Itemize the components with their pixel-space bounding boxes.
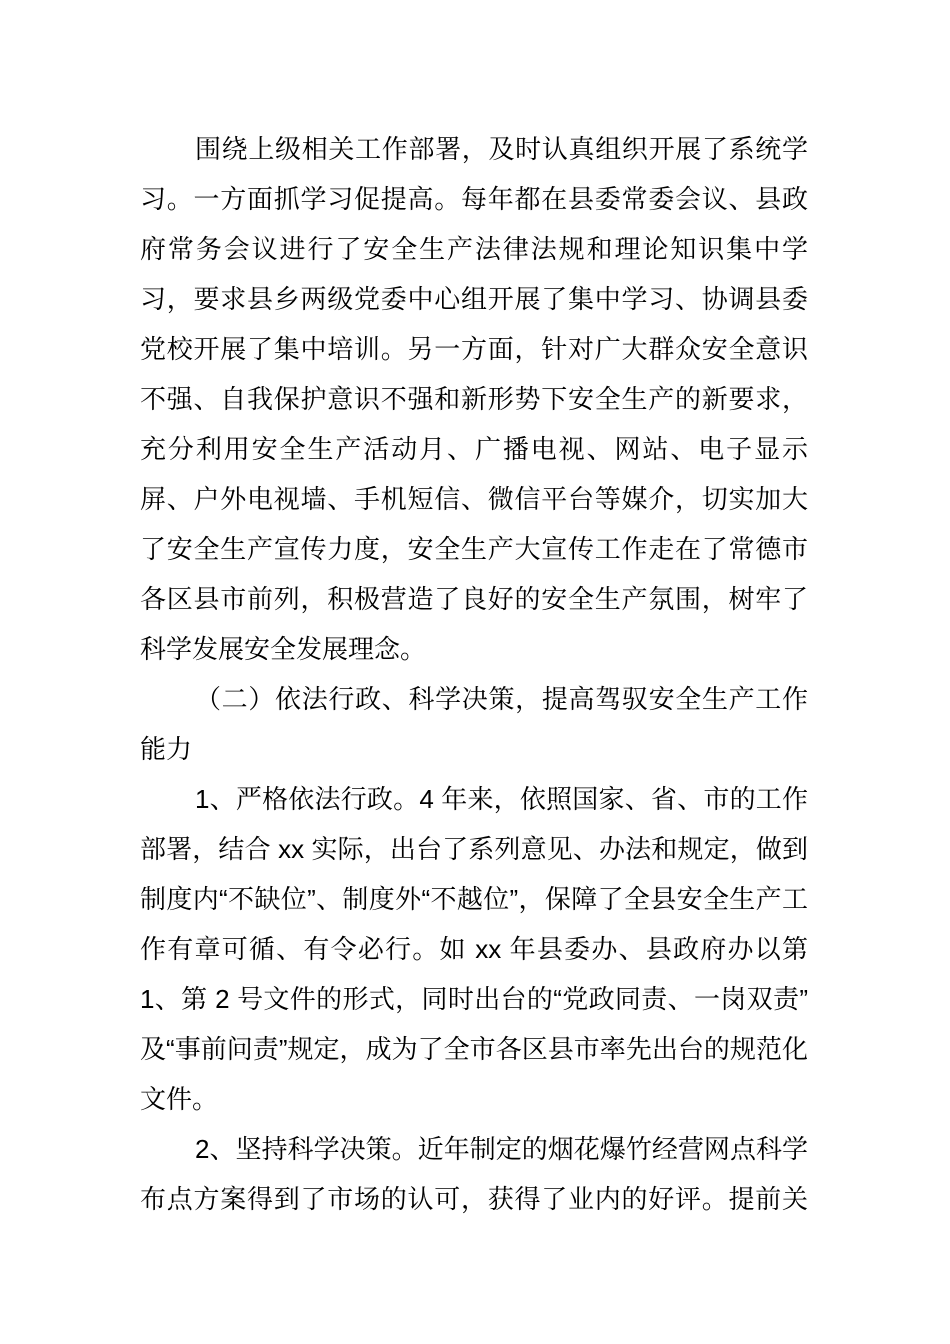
text-line: 围绕上级相关工作部署，及时认真组织开展了系统学 bbox=[195, 134, 808, 164]
text-line: 1、严格依法行政。4 年来，依照国家、省、市的工作 bbox=[195, 784, 808, 814]
text-line: 科学发展安全发展理念。 bbox=[140, 634, 427, 664]
paragraph bbox=[140, 774, 808, 1124]
text-line: 1、第 2 号文件的形式，同时出台的“党政同责、一岗双责” bbox=[140, 984, 808, 1014]
text-line: 习，要求县乡两级党委中心组开展了集中学习、协调县委 bbox=[140, 284, 808, 314]
text-line: 文件。 bbox=[140, 1084, 219, 1114]
text-line: 屏、户外电视墙、手机短信、微信平台等媒介，切实加大 bbox=[140, 484, 808, 514]
text-line: 能力 bbox=[140, 734, 193, 764]
text-line: 作有章可循、有令必行。如 xx 年县委办、县政府办以第 bbox=[140, 934, 808, 964]
text-line: 习。一方面抓学习促提高。每年都在县委常委会议、县政 bbox=[140, 184, 808, 214]
text-line: 部署，结合 xx 实际，出台了系列意见、办法和规定，做到 bbox=[140, 834, 808, 864]
text-line: 2、坚持科学决策。近年制定的烟花爆竹经营网点科学 bbox=[195, 1134, 808, 1164]
document-body bbox=[140, 124, 808, 1224]
paragraph bbox=[140, 124, 808, 674]
text-line: 了安全生产宣传力度，安全生产大宣传工作走在了常德市 bbox=[140, 534, 808, 564]
paragraph bbox=[140, 674, 808, 774]
text-line: 各区县市前列，积极营造了良好的安全生产氛围，树牢了 bbox=[140, 584, 808, 614]
text-line: 制度内“不缺位”、制度外“不越位”，保障了全县安全生产工 bbox=[140, 884, 808, 914]
paragraph bbox=[140, 1124, 808, 1224]
text-line: 及“事前问责”规定，成为了全市各区县市率先出台的规范化 bbox=[140, 1034, 808, 1064]
text-line: （二）依法行政、科学决策，提高驾驭安全生产工作 bbox=[195, 684, 808, 714]
text-line: 充分利用安全生产活动月、广播电视、网站、电子显示 bbox=[140, 434, 808, 464]
text-line: 府常务会议进行了安全生产法律法规和理论知识集中学 bbox=[140, 234, 808, 264]
text-line: 布点方案得到了市场的认可，获得了业内的好评。提前关 bbox=[140, 1184, 808, 1214]
text-line: 党校开展了集中培训。另一方面，针对广大群众安全意识 bbox=[140, 334, 808, 364]
text-line: 不强、自我保护意识不强和新形势下安全生产的新要求， bbox=[140, 384, 808, 414]
